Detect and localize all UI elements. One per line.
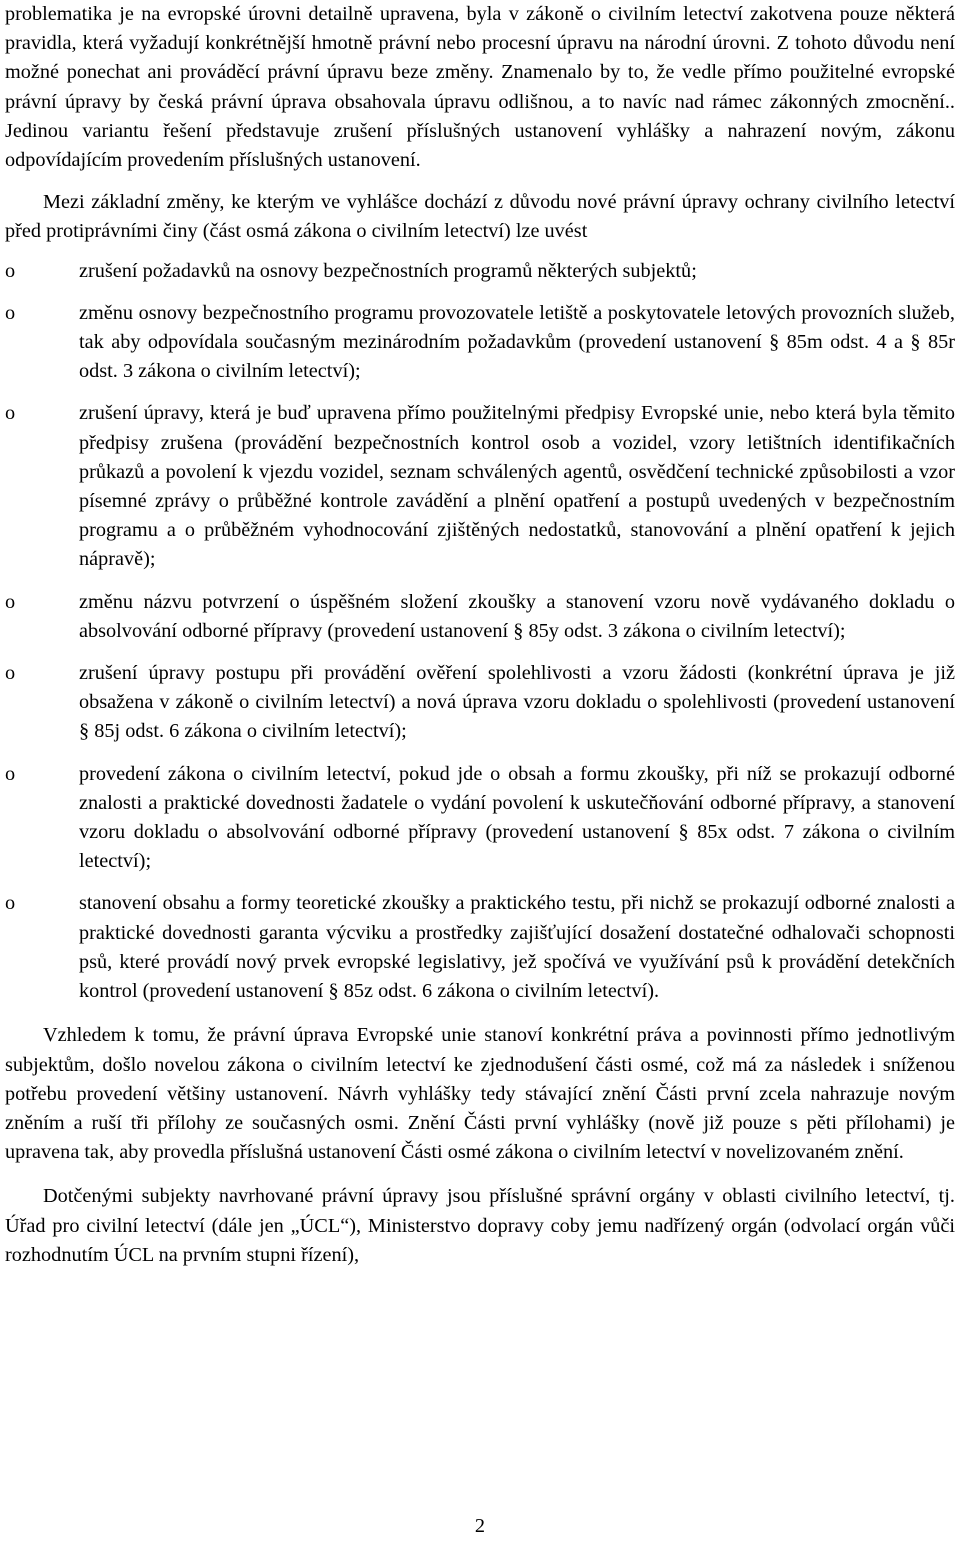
document-body	[5, 0, 955, 1270]
affected-subjects-paragraph: Dotčenými subjekty navrhované právní úpravy jsou příslušné správní orgány v oblasti civilního letectví, tj. Úřad pro civilní letectví (dále jen „ÚCL“), Ministerstvo dopravy coby jemu nadřízený orgán (odvolací orgán vůči rozhodnutím ÚCL na prvním stupni řízení),	[5, 1185, 955, 1266]
list-item-text: změnu názvu potvrzení o úspěšném složení zkoušky a stanovení vzoru nově vydávaného dokladu o absolvování odborné přípravy (provedení ustanovení § 85y odst. 3 zákona o civilním letectví);	[79, 590, 955, 642]
bullet-marker: o	[5, 762, 16, 785]
changes-list	[5, 257, 955, 1007]
list-item	[5, 760, 955, 877]
list-item-text: zrušení požadavků na osnovy bezpečnostních programů některých subjektů;	[79, 259, 697, 282]
bullet-marker: o	[5, 892, 16, 915]
list-item	[5, 659, 955, 747]
bullet-marker: o	[5, 590, 16, 613]
page-number: 2	[474, 1515, 486, 1537]
list-item	[5, 588, 955, 646]
list-item	[5, 889, 955, 1006]
list-item-text: zrušení úpravy postupu při provádění ověření spolehlivosti a vzoru žádosti (konkrétní úprava je již obsažena v zákoně o civilním letectví) a nová úprava vzoru dokladu o spolehlivosti (provedení ustanovení § 85j odst. 6 zákona o civilním letectví);	[79, 662, 955, 743]
eu-regulation-paragraph: Vzhledem k tomu, že právní úprava Evropské unie stanoví konkrétní práva a povinnosti přímo jednotlivým subjektům, došlo novelou zákona o civilním letectví ke zjednodušení části osmé, což má za následek i sníženou potřebu provedení většiny ustanovení. Návrh vyhlášky tedy stávající znění Části první zcela nahrazuje novým zněním a ruší tři přílohy ze současných osmi. Znění Části první vyhlášky (nově již pouze s pěti přílohami) je upravena tak, aby provedla příslušná ustanovení Části osmé zákona o civilním letectví v novelizovaném znění.	[5, 1024, 955, 1164]
list-item	[5, 399, 955, 574]
list-item-text: změnu osnovy bezpečnostního programu provozovatele letiště a poskytovatele letových provozních služeb, tak aby odpovídala současným mezinárodním požadavkům (provedení ustanovení § 85m odst. 4 a § 85r odst. 3 zákona o civilním letectví);	[79, 301, 955, 383]
bullet-marker: o	[5, 662, 16, 685]
list-item-text: zrušení úpravy, která je buď upravena přímo použitelnými předpisy Evropské unie, nebo která byla těmito předpisy zrušena (provádění bezpečnostních kontrol osob a vozidel, vzory letištních identifikačních průkazů a povolení k vjezdu vozidel, seznam schválených agentů, osvědčení technické způsobilosti a vzor písemné zprávy o průběžné kontrole zavádění a plnění opatření a postupů uvedených v bezpečnostním programu a o průběžném vyhodnocování zjištěných nedostatků, stanovování a plnění opatření k jejich nápravě);	[79, 402, 955, 571]
list-item-text: provedení zákona o civilním letectví, pokud jde o obsah a formu zkoušky, při níž se prokazují odborné znalosti a praktické dovednosti žadatele o vydání povolení k uskutečňování odborné přípravy, a stanovení vzoru dokladu o absolvování odborné přípravy (provedení ustanovení § 85x odst. 7 zákona o civilním letectví);	[79, 762, 955, 873]
bullet-marker: o	[5, 402, 16, 425]
changes-intro-paragraph: Mezi základní změny, ke kterým ve vyhlášce dochází z důvodu nové právní úpravy ochrany civilního letectví před protiprávními činy (část osmá zákona o civilním letectví) lze uvést	[5, 191, 955, 243]
list-item-text: stanovení obsahu a formy teoretické zkoušky a praktického testu, při nichž se prokazují odborné znalosti a praktické dovednosti garanta výcviku a prostředky zajišťující dosažení dostatečné odhalovači schopnosti psů, které provádí nový prvek evropské legislativy, jež spočívá ve využívání psů k provádění detekčních kontrol (provedení ustanovení § 85z odst. 6 zákona o civilním letectví).	[79, 892, 955, 1003]
intro-paragraph: problematika je na evropské úrovni detailně upravena, byla v zákoně o civilním letectví zakotvena pouze některá pravidla, která vyžadují konkrétnější hmotně právní nebo procesní úpravu na národní úrovni. Z tohoto důvodu není možné ponechat ani prováděcí právní úpravu beze změny. Znamenalo by to, že vedle přímo použitelné evropské právní úpravy by česká právní úprava obsahovala úpravu odlišnou, a to navíc nad rámec zákonných zmocnění.. Jedinou variantu řešení představuje zrušení příslušných ustanovení vyhlášky a nahrazení novým, zákonu odpovídajícím provedením příslušných ustanovení.	[5, 3, 955, 172]
bullet-marker: o	[5, 301, 16, 324]
bullet-marker: o	[5, 259, 16, 282]
list-item	[5, 257, 955, 286]
list-item	[5, 299, 955, 387]
